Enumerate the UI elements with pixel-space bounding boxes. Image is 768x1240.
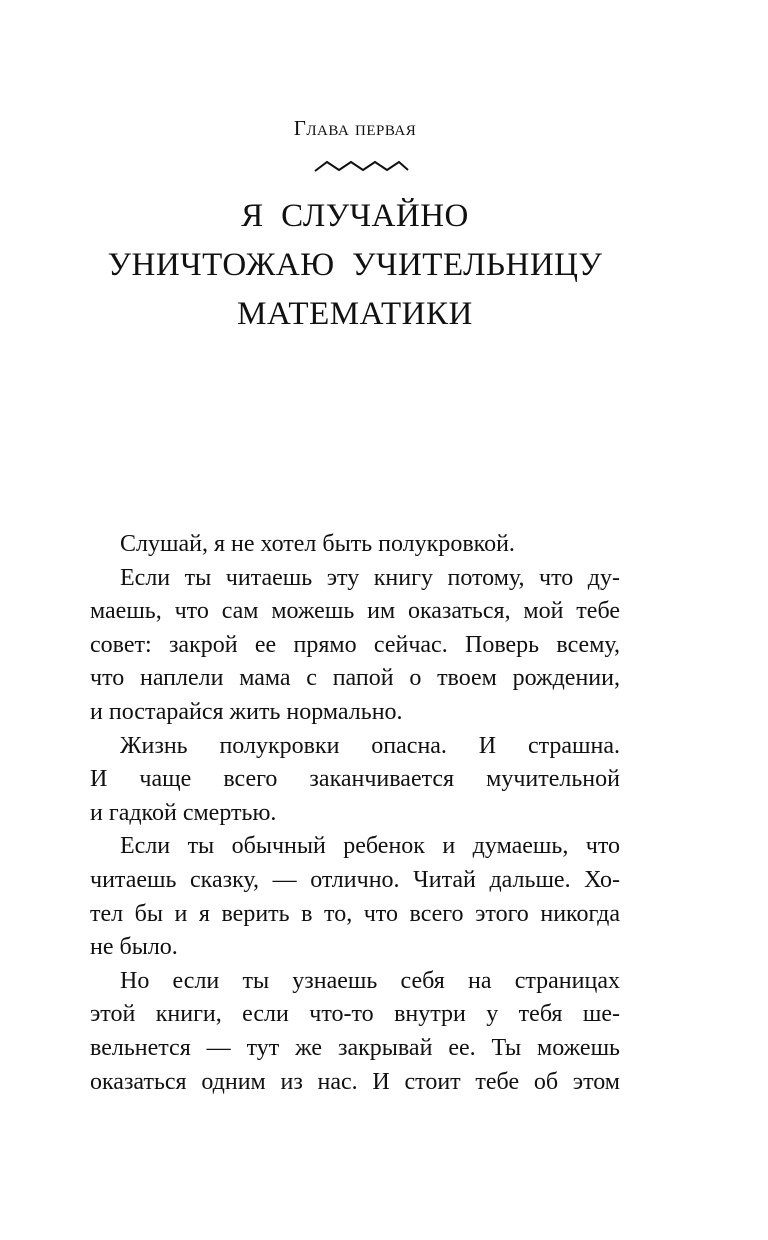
paragraph-line: и гадкой смертью. (90, 799, 277, 826)
paragraph-line: маешь, что сам можешь им оказаться, мой тебе (90, 598, 620, 625)
paragraph-line: читаешь сказку, — отлично. Читай дальше. Хо- (90, 866, 620, 893)
zigzag-ornament-icon (313, 158, 409, 174)
paragraph-line: Но если ты узнаешь себя на страницах (120, 967, 620, 994)
title-line: Я СЛУЧАЙНО (241, 198, 469, 234)
paragraph-line: вельнется — тут же закрывай ее. Ты можешь (90, 1034, 620, 1061)
paragraph-line: не было. (90, 934, 178, 961)
paragraph-line: и постарайся жить нормально. (90, 698, 403, 725)
paragraph-line: И чаще всего заканчивается мучительной (90, 766, 620, 793)
paragraph-line: этой книги, если что-то внутри у тебя ше- (90, 1001, 620, 1028)
paragraph-line: совет: закрой ее прямо сейчас. Поверь всему, (90, 631, 620, 658)
title-line: УНИЧТОЖАЮ УЧИТЕЛЬНИЦУ (107, 247, 603, 283)
body-text (90, 528, 620, 1099)
title-line: МАТЕМАТИКИ (237, 296, 473, 332)
chapter-label: Глава первая (293, 116, 417, 140)
paragraph-line: Жизнь полукровки опасна. И страшна. (120, 732, 620, 759)
paragraph-line: Слушай, я не хотел быть полукровкой. (120, 531, 515, 557)
chapter-title (90, 192, 620, 339)
paragraph-line: что наплели мама с папой о твоем рождении, (90, 665, 620, 692)
paragraph-line: оказаться одним из нас. И стоит тебе об этом (90, 1068, 620, 1095)
paragraph-line: Если ты читаешь эту книгу потому, что ду- (120, 564, 620, 591)
paragraph-line: Если ты обычный ребенок и думаешь, что (120, 833, 620, 860)
paragraph-line: тел бы и я верить в то, что всего этого никогда (90, 900, 620, 927)
